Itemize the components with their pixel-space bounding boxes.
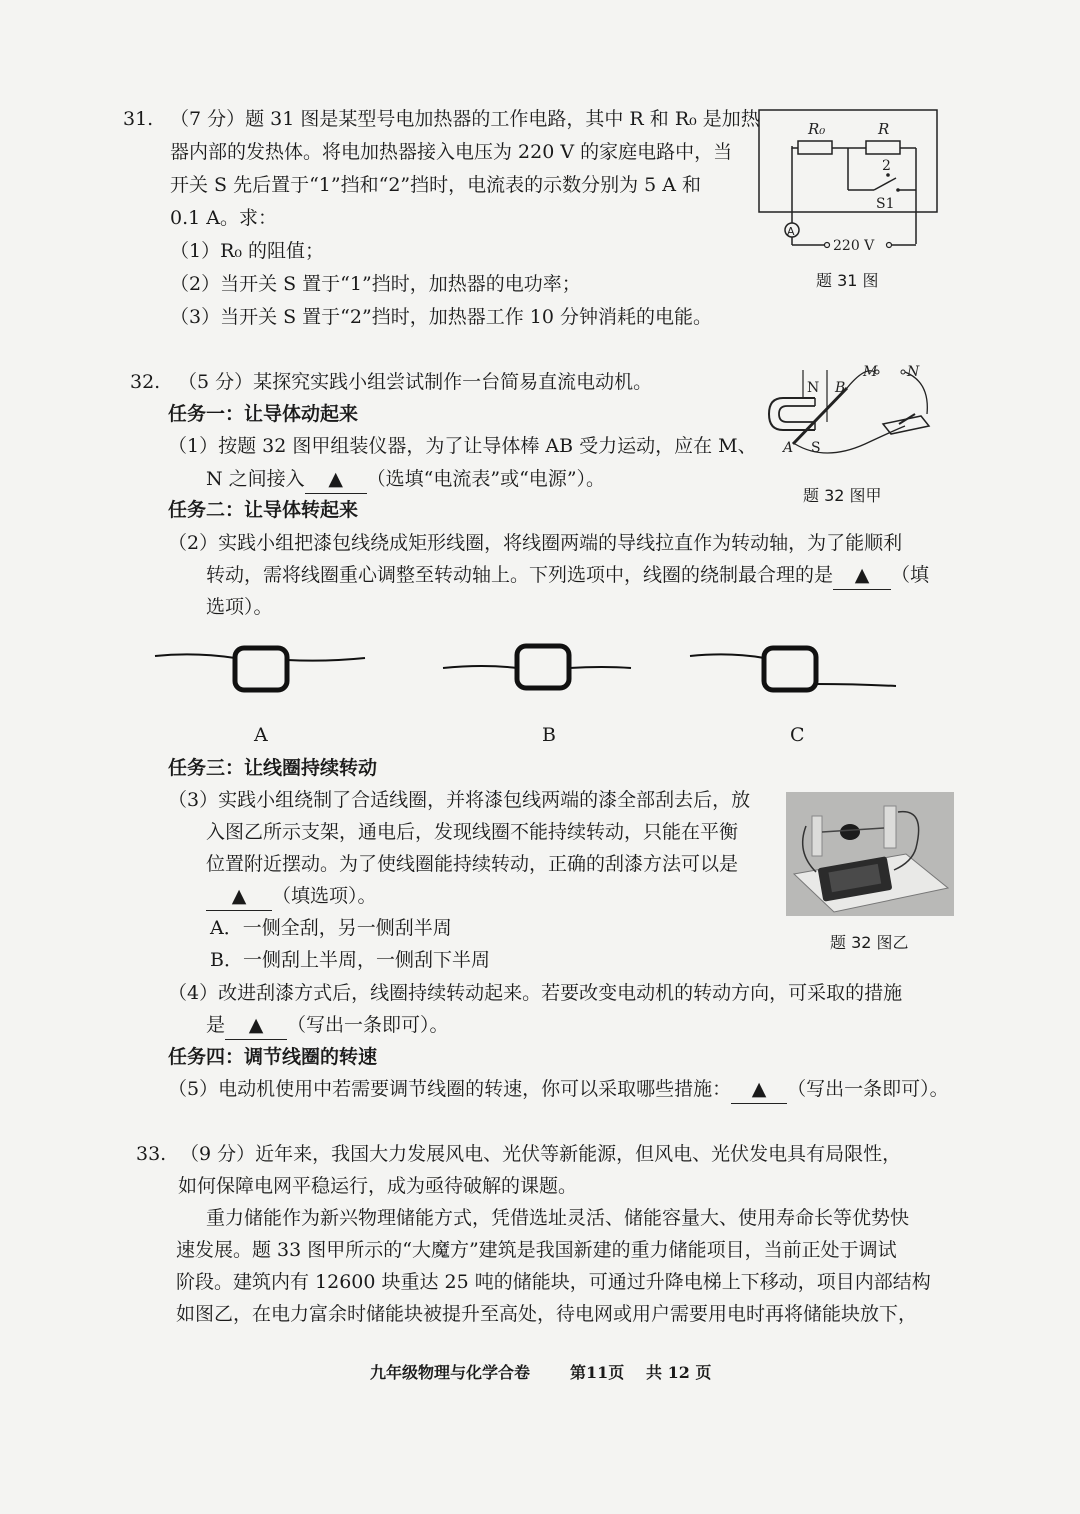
q32-p2-line-c: 选项）。 (206, 596, 273, 618)
q33-line-2: 如何保障电网平稳运行，成为亟待破解的课题。 (178, 1175, 578, 1197)
q31-circuit-diagram (758, 108, 940, 260)
q32-p3-answer-blank[interactable]: ▲ (206, 882, 272, 911)
q32-fig-jia-label-m: M (863, 364, 878, 380)
q32-p5-line (168, 1075, 949, 1104)
q32-p2-answer-blank[interactable]: ▲ (833, 561, 891, 590)
q32-p4-line-b (206, 1011, 449, 1040)
q32-p5-text: （5）电动机使用中若需要调节线圈的转速，你可以采取哪些措施： (168, 1078, 732, 1100)
q32-p3-line-a: （3）实践小组绕制了合适线圈，并将漆包线两端的漆全部刮去后，放 (168, 789, 751, 811)
q33-number: 33. (136, 1143, 167, 1165)
q31-sub-1: （1）R₀ 的阻值； (170, 240, 325, 262)
q32-intro-line (178, 368, 652, 396)
q32-p3-option-a: A．一侧全刮，另一侧刮半周 (210, 917, 452, 939)
q31-text-1: 题 31 图是某型号电加热器的工作电路，其中 R 和 R₀ 是加热 (245, 108, 760, 130)
q31-fig-label-s1: S1 (876, 196, 895, 212)
q33-line-4: 速发展。题 33 图甲所示的“大魔方”建筑是我国新建的重力储能项目，当前正处于调试 (176, 1239, 897, 1261)
q31-line-3: 开关 S 先后置于“1”挡和“2”挡时，电流表的示数分别为 5 A 和 (170, 174, 702, 196)
coil-option-b-label: B (542, 724, 556, 746)
q31-line-1 (170, 105, 760, 133)
q31-figure-caption: 题 31 图 (816, 271, 879, 290)
q31-sub-3: （3）当开关 S 置于“2”挡时，加热器工作 10 分钟消耗的电能。 (170, 306, 712, 328)
coil-option-a-label: A (254, 724, 268, 746)
q32-p1-answer-blank[interactable]: ▲ (305, 465, 367, 494)
q32-task-1: 任务一：让导体动起来 (168, 403, 359, 425)
q32-p1-line-b (206, 465, 605, 494)
q32-fig-jia-label-b: B (835, 380, 846, 396)
coil-option-c-label: C (790, 724, 805, 746)
q32-fig-jia-label-n: N (807, 380, 820, 396)
q32-p4-text: 是 (206, 1014, 226, 1036)
q33-score: （9 分） (180, 1143, 256, 1165)
q32-p3-line-d (206, 882, 377, 911)
q31-sub-2: （2）当开关 S 置于“1”挡时，加热器的电功率； (170, 273, 581, 295)
q32-p5-hint: （写出一条即可）。 (787, 1078, 949, 1100)
q33-line-5: 阶段。建筑内有 12600 块重达 25 吨的储能块，可通过升降电梯上下移动，项目内部结构 (176, 1271, 931, 1293)
q32-fig-yi-photo (786, 792, 954, 916)
q32-fig-jia-diagram (765, 362, 935, 462)
footer-page: 第11页 (570, 1363, 625, 1382)
q32-p3-line-b: 入图乙所示支架，通电后，发现线圈不能持续转动，只能在平衡 (206, 821, 739, 843)
q32-fig-jia-caption: 题 32 图甲 (803, 486, 882, 505)
q33-line-1 (180, 1140, 901, 1168)
q32-p3-hint: （填选项）。 (272, 885, 377, 907)
q31-fig-label-a: A (787, 225, 795, 238)
footer-total: 共 12 页 (646, 1363, 712, 1382)
q31-score: （7 分） (170, 108, 246, 130)
q31-line-2: 器内部的发热体。将电加热器接入电压为 220 V 的家庭电路中，当 (170, 141, 733, 163)
coil-option-c-figure (690, 640, 900, 700)
q32-p2-hint: （填 (891, 564, 930, 586)
q33-text-1: 近年来，我国大力发展风电、光伏等新能源，但风电、光伏发电具有局限性， (255, 1143, 902, 1165)
q32-task-4: 任务四：调节线圈的转速 (168, 1046, 378, 1068)
q32-p4-hint: （写出一条即可）。 (287, 1014, 449, 1036)
coil-option-b-figure (443, 640, 633, 700)
q32-p3-line-c: 位置附近摆动。为了使线圈能持续转动，正确的刮漆方法可以是 (206, 853, 739, 875)
q32-p1-hint: （选填“电流表”或“电源”）。 (366, 468, 606, 490)
q33-line-6: 如图乙，在电力富余时储能块被提升至高处，待电网或用户需要用电时再将储能块放下， (176, 1303, 918, 1325)
q32-p4-line-a: （4）改进刮漆方式后，线圈持续转动起来。若要改变电动机的转动方向，可采取的措施 (168, 982, 903, 1004)
q32-fig-jia-label-a: A (783, 440, 794, 456)
q32-fig-jia-label-n2: N (907, 364, 920, 380)
q32-p1-line-a: （1）按题 32 图甲组装仪器，为了让导体棒 AB 受力运动，应在 M、 (168, 435, 757, 457)
q32-p5-answer-blank[interactable]: ▲ (731, 1075, 787, 1104)
q31-fig-label-2: 2 (882, 158, 891, 174)
coil-option-a-figure (155, 640, 370, 700)
q32-p3-option-b: B．一侧刮上半周，一侧刮下半周 (210, 949, 490, 971)
q32-p2-text: 转动，需将线圈重心调整至转动轴上。下列选项中，线圈的绕制最合理的是 (206, 564, 834, 586)
q31-line-4: 0.1 A。求： (170, 207, 277, 229)
q32-task-2: 任务二：让导体转起来 (168, 499, 359, 521)
q32-p4-answer-blank[interactable]: ▲ (225, 1011, 287, 1040)
q32-p2-line-b (206, 561, 929, 590)
q31-fig-label-r0: R₀ (808, 120, 826, 138)
q31-fig-label-r: R (878, 120, 890, 138)
q32-p1-text: N 之间接入 (206, 468, 305, 490)
q32-fig-yi-caption: 题 32 图乙 (830, 933, 909, 952)
q32-intro: 某探究实践小组尝试制作一台简易直流电动机。 (253, 371, 653, 393)
footer-title: 九年级物理与化学合卷 (370, 1363, 531, 1382)
q33-line-3: 重力储能作为新兴物理储能方式，凭借选址灵活、储能容量大、使用寿命长等优势快 (206, 1207, 910, 1229)
q32-fig-jia-label-s: S (811, 440, 821, 456)
q32-p2-line-a: （2）实践小组把漆包线绕成矩形线圈，将线圈两端的导线拉直作为转动轴，为了能顺利 (168, 532, 903, 554)
q31-number: 31. (123, 108, 154, 130)
q32-task-3: 任务三：让线圈持续转动 (168, 757, 378, 779)
q32-number: 32. (130, 371, 161, 393)
q32-score: （5 分） (178, 371, 254, 393)
q31-fig-label-v: 220 V (833, 238, 875, 254)
